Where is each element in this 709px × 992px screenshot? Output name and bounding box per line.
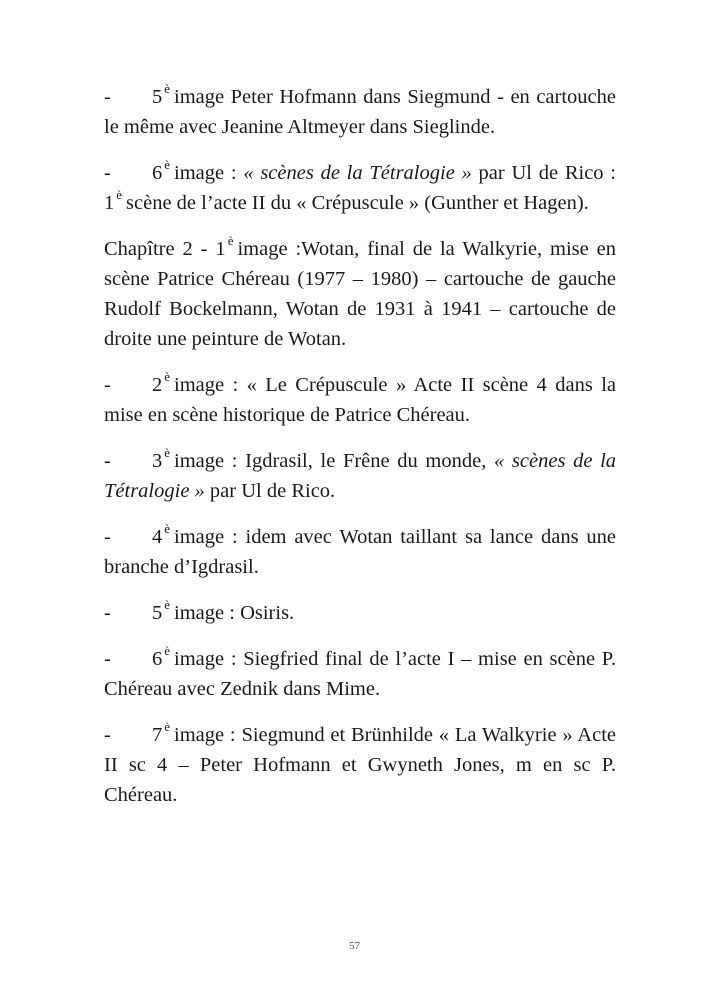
ordinal-suffix: è [164, 81, 171, 97]
image-number: 6 [152, 162, 163, 184]
item-text: par Ul de Rico : [471, 162, 616, 184]
dash: - [104, 648, 111, 670]
image-number: 5 [152, 86, 163, 108]
image-number: 6 [152, 648, 163, 670]
scene-number: 1 [104, 192, 115, 214]
item-text: image : « Le Crépuscule » Acte II scène 4 dans la mise en scène historique de Patrice Chéreau. [104, 374, 616, 426]
document-body [104, 82, 616, 826]
item-text: image : idem avec Wotan taillant sa lance dans une branche d’Igdrasil. [104, 526, 616, 578]
dash: - [104, 374, 111, 396]
ordinal-suffix: è [164, 369, 171, 385]
ordinal-suffix: è [164, 521, 171, 537]
item-text: image : [174, 162, 244, 184]
list-item [104, 720, 616, 810]
chapter-label: Chapître 2 - 1 [104, 238, 226, 260]
list-item [104, 644, 616, 704]
ordinal-suffix: è [227, 233, 234, 249]
list-item [104, 446, 616, 506]
ordinal-suffix: è [164, 643, 171, 659]
item-text: image : Siegmund et Brünhilde « La Walkyrie » Acte II sc 4 – Peter Hofmann et Gwyneth Jones, m en sc P. Chéreau. [104, 724, 616, 806]
ordinal-suffix: è [164, 445, 171, 461]
dash: - [104, 602, 111, 624]
image-number: 7 [152, 724, 163, 746]
list-item [104, 370, 616, 430]
dash: - [104, 86, 111, 108]
dash: - [104, 162, 111, 184]
list-item [104, 158, 616, 218]
dash: - [104, 526, 111, 548]
item-text: image : Siegfried final de l’acte I – mise en scène P. Chéreau avec Zednik dans Mime. [104, 648, 616, 700]
ordinal-suffix: è [164, 157, 171, 173]
ordinal-suffix: è [116, 187, 123, 203]
dash: - [104, 450, 111, 472]
ordinal-suffix: è [164, 597, 171, 613]
item-text: image Peter Hofmann dans Siegmund - en cartouche le même avec Jeanine Altmeyer dans Sieglinde. [104, 86, 616, 138]
list-item [104, 598, 616, 628]
chapter-item [104, 234, 616, 354]
ordinal-suffix: è [164, 719, 171, 735]
italic-title: « scènes de la Tétralogie » [104, 450, 617, 502]
italic-title: « scènes de la Tétralogie » [243, 162, 472, 184]
item-text: image : Igdrasil, le Frêne du monde, [174, 450, 495, 472]
item-text: scène de l’acte II du « Crépuscule » (Gunther et Hagen). [126, 192, 589, 214]
image-number: 4 [152, 526, 163, 548]
image-number: 3 [152, 450, 163, 472]
image-number: 2 [152, 374, 163, 396]
list-item [104, 82, 616, 142]
dash: - [104, 724, 111, 746]
item-text: par Ul de Rico. [204, 480, 336, 502]
list-item [104, 522, 616, 582]
item-text: image :Wotan, final de la Walkyrie, mise en scène Patrice Chéreau (1977 – 1980) – cartouche de gauche Rudolf Bockelmann, Wotan de 1931 à 1941 – cartouche de droite une peinture de Wotan. [104, 238, 616, 350]
item-text: image : Osiris. [174, 602, 295, 624]
image-number: 5 [152, 602, 163, 624]
page-number: 57 [349, 940, 360, 952]
